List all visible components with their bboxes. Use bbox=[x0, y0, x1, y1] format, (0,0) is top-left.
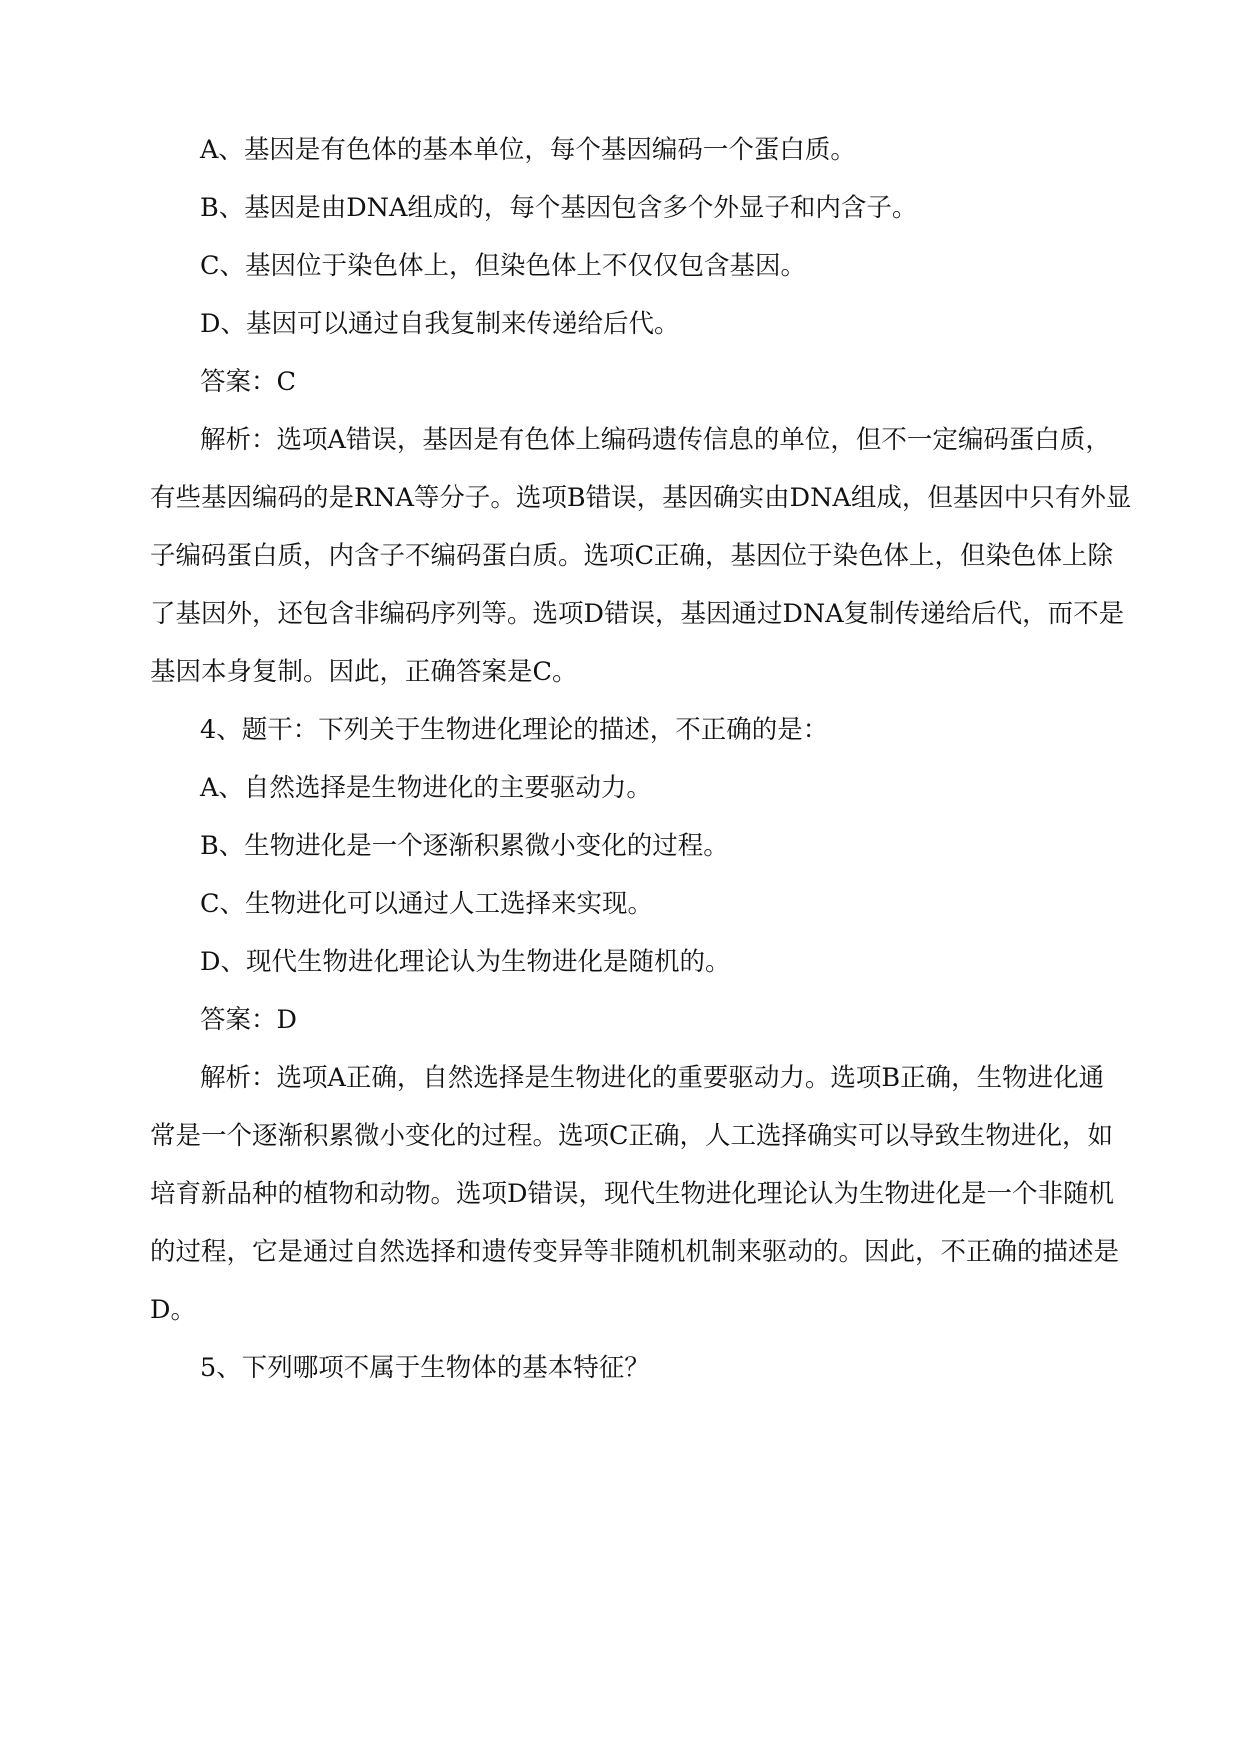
q4-explanation-line: 培育新品种的植物和动物。选项D错误，现代生物进化理论认为生物进化是一个非随机 bbox=[150, 1179, 1114, 1209]
q5-stem: 5、下列哪项不属于生物体的基本特征？ bbox=[200, 1353, 650, 1383]
q4-option-d: D、现代生物进化理论认为生物进化是随机的。 bbox=[200, 947, 731, 977]
q3-explanation-line: 了基因外，还包含非编码序列等。选项D错误，基因通过DNA复制传递给后代，而不是 bbox=[150, 599, 1125, 629]
q4-option-b: B、生物进化是一个逐渐积累微小变化的过程。 bbox=[200, 831, 729, 861]
q3-explanation-line: 有些基因编码的是RNA等分子。选项B错误，基因确实由DNA组成，但基因中只有外显 bbox=[150, 483, 1132, 513]
q4-explanation-line: D。 bbox=[150, 1295, 196, 1325]
q3-explanation-line: 解析：选项A错误，基因是有色体上编码遗传信息的单位，但不一定编码蛋白质， bbox=[200, 425, 1111, 455]
q4-explanation-line: 的过程，它是通过自然选择和遗传变异等非随机机制来驱动的。因此，不正确的描述是 bbox=[150, 1237, 1120, 1267]
q3-explanation-line: 基因本身复制。因此，正确答案是C。 bbox=[150, 657, 578, 687]
q3-option-c: C、基因位于染色体上，但染色体上不仅仅包含基因。 bbox=[200, 251, 807, 281]
q4-answer: 答案：D bbox=[200, 1005, 297, 1035]
q3-explanation-line: 子编码蛋白质，内含子不编码蛋白质。选项C正确，基因位于染色体上，但染色体上除 bbox=[150, 541, 1114, 571]
q4-explanation-line: 解析：选项A正确，自然选择是生物进化的重要驱动力。选项B正确，生物进化通 bbox=[200, 1063, 1105, 1093]
q3-option-a: A、基因是有色体的基本单位，每个基因编码一个蛋白质。 bbox=[200, 135, 856, 165]
q4-option-a: A、自然选择是生物进化的主要驱动力。 bbox=[200, 773, 652, 803]
q3-option-d: D、基因可以通过自我复制来传递给后代。 bbox=[200, 309, 680, 339]
q3-answer: 答案：C bbox=[200, 367, 297, 397]
q4-explanation-line: 常是一个逐渐积累微小变化的过程。选项C正确，人工选择确实可以导致生物进化，如 bbox=[150, 1121, 1114, 1151]
q3-option-b: B、基因是由DNA组成的，每个基因包含多个外显子和内含子。 bbox=[200, 193, 918, 223]
q4-stem: 4、题干：下列关于生物进化理论的描述，不正确的是： bbox=[200, 715, 829, 745]
q4-option-c: C、生物进化可以通过人工选择来实现。 bbox=[200, 889, 654, 919]
